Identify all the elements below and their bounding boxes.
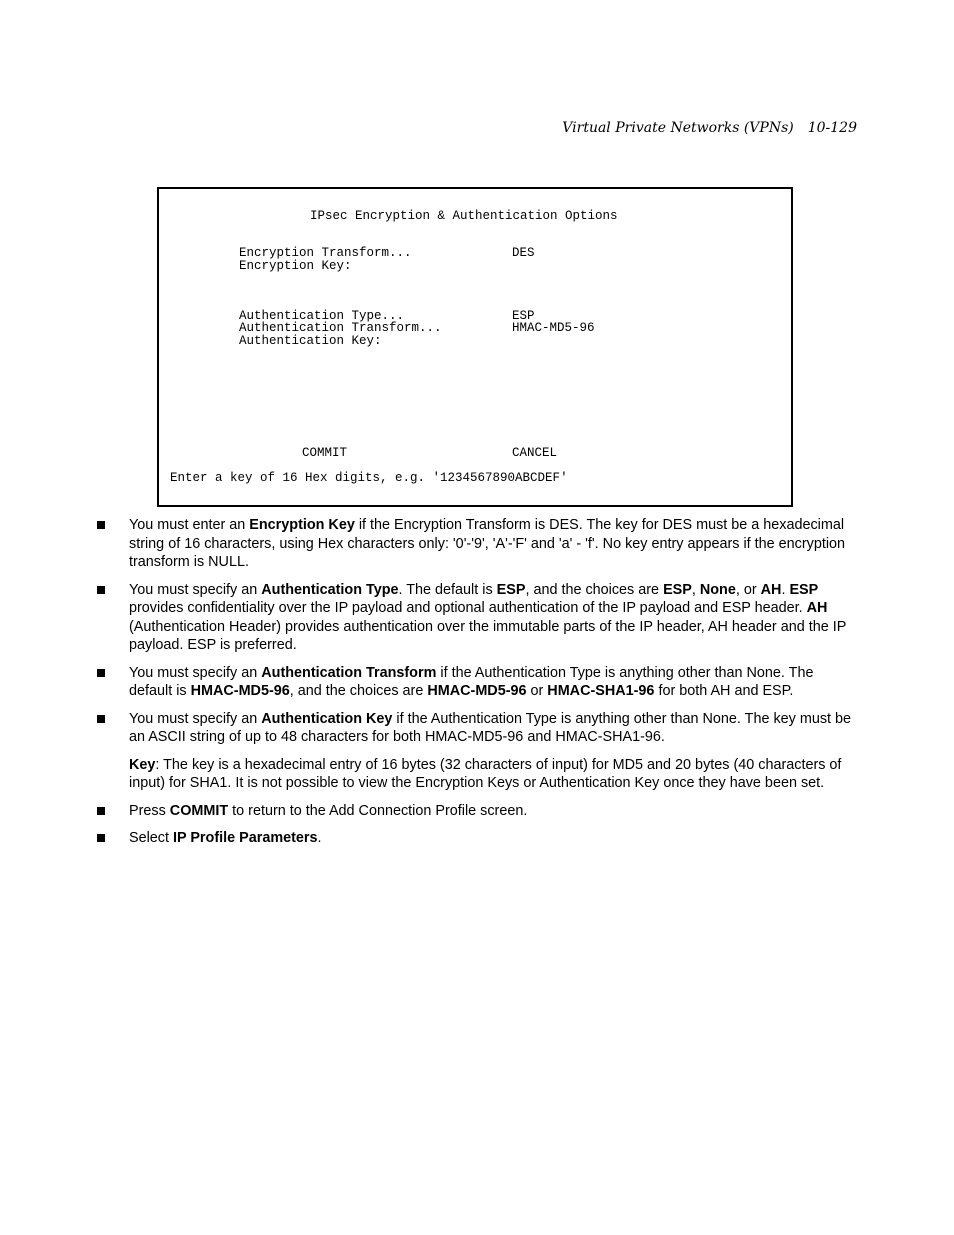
item-text: Press COMMIT to return to the Add Connection Profile screen. bbox=[129, 802, 528, 819]
page-number: 10-129 bbox=[807, 120, 857, 136]
auth-type-label: Authentication Type... bbox=[239, 309, 405, 323]
instruction-list bbox=[0, 516, 954, 857]
bullet-square-icon bbox=[97, 669, 105, 677]
bullet-square-icon bbox=[97, 834, 105, 842]
auth-transform-label: Authentication Transform... bbox=[239, 321, 442, 335]
item-text: You must specify an Authentication Type. The default is ESP, and the choices are ESP, None, or AH. ESP provides confidentiality over the IP payload and optional authentication of the IP payload and ESP header. AH (Authentication Header) provides authentication over the immutable parts of the IP header, AH header and the IP payload. ESP is preferred. bbox=[129, 581, 847, 653]
encryption-key-input[interactable] bbox=[512, 260, 712, 272]
encryption-transform-label: Encryption Transform... bbox=[239, 246, 412, 260]
list-item bbox=[0, 581, 954, 655]
bullet-square-icon bbox=[97, 586, 105, 594]
bullet-square-icon bbox=[97, 807, 105, 815]
bullet-square-icon bbox=[97, 715, 105, 723]
list-item bbox=[0, 710, 954, 793]
auth-key-label: Authentication Key: bbox=[239, 334, 382, 348]
list-item bbox=[0, 802, 954, 821]
commit-button[interactable]: COMMIT bbox=[302, 446, 348, 460]
item-text: Select IP Profile Parameters. bbox=[129, 830, 322, 846]
status-message: Enter a key of 16 Hex digits, e.g. '1234567890ABCDEF' bbox=[170, 471, 568, 485]
auth-type-value[interactable]: ESP bbox=[512, 309, 535, 323]
chapter-title: Virtual Private Networks (VPNs) bbox=[562, 120, 794, 136]
bullet-square-icon bbox=[97, 521, 105, 529]
key-note: Key: The key is a hexadecimal entry of 16 bytes (32 characters of input) for MD5 and 20 bytes (40 characters of input) for SHA1. It is not possible to view the Encryption Keys or Authentication Key once they have been set. bbox=[129, 756, 842, 791]
list-item bbox=[0, 516, 954, 572]
running-header bbox=[562, 120, 857, 136]
item-text: You must specify an Authentication Transform if the Authentication Type is anything other than None. The default is HMAC-MD5-96, and the choices are HMAC-MD5-96 or HMAC-SHA1-96 for both AH and ESP. bbox=[129, 664, 814, 699]
item-text: You must specify an Authentication Key if the Authentication Type is anything other than None. The key must be an ASCII string of up to 48 characters for both HMAC-MD5-96 and HMAC-SHA1-96. bbox=[129, 710, 852, 745]
screen-title: IPsec Encryption & Authentication Options bbox=[310, 209, 618, 223]
list-item bbox=[0, 664, 954, 701]
encryption-transform-value[interactable]: DES bbox=[512, 246, 535, 260]
item-text: You must enter an Encryption Key if the Encryption Transform is DES. The key for DES must be a hexadecimal string of 16 characters, using Hex characters only: '0'-'9', 'A'-'F' and 'a' - 'f'. No key entry appears if the encryption transform is NULL. bbox=[129, 517, 846, 570]
auth-key-input[interactable] bbox=[512, 335, 712, 347]
cancel-button[interactable]: CANCEL bbox=[512, 446, 558, 460]
encryption-key-label: Encryption Key: bbox=[239, 259, 352, 273]
list-item bbox=[0, 829, 954, 848]
terminal-screen bbox=[157, 187, 793, 507]
auth-transform-value[interactable]: HMAC-MD5-96 bbox=[512, 321, 595, 335]
